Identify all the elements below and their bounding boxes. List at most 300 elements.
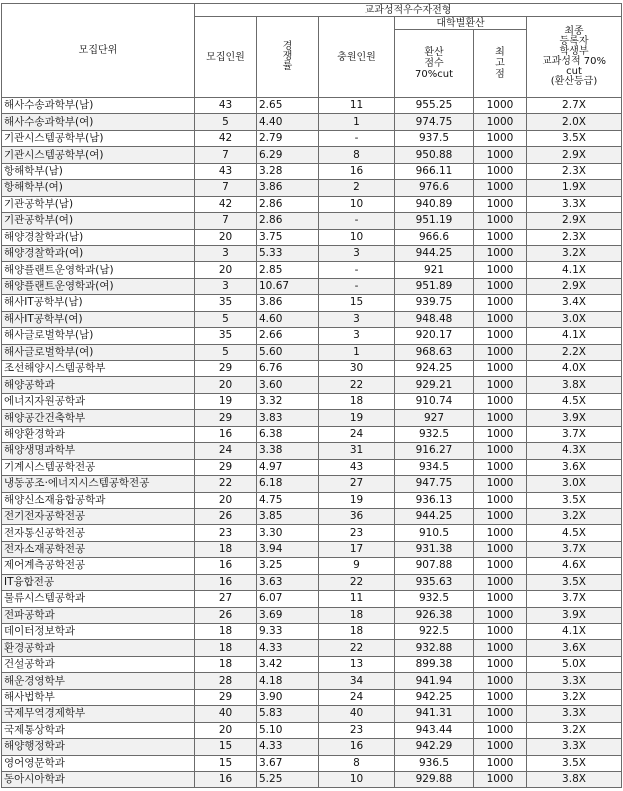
converted-cell: 929.21 xyxy=(395,377,474,393)
converted-cell: 948.48 xyxy=(395,311,474,327)
rate-cell: 2.85 xyxy=(257,262,319,278)
rate-cell: 3.69 xyxy=(257,607,319,623)
max-cell: 1000 xyxy=(474,689,527,705)
extra-cell: 18 xyxy=(319,624,395,640)
header-converted: 환산 점수 70%cut xyxy=(395,30,474,98)
converted-cell: 944.25 xyxy=(395,508,474,524)
table-row xyxy=(2,130,622,146)
recruit-cell: 20 xyxy=(195,492,257,508)
admission-results-table xyxy=(1,3,622,788)
converted-cell: 955.25 xyxy=(395,98,474,114)
max-cell: 1000 xyxy=(474,640,527,656)
converted-cell: 968.63 xyxy=(395,344,474,360)
converted-cell: 974.75 xyxy=(395,114,474,130)
extra-cell: 1 xyxy=(319,114,395,130)
recruit-cell: 15 xyxy=(195,755,257,771)
max-cell: 1000 xyxy=(474,328,527,344)
grade-cell: 4.1X xyxy=(527,624,622,640)
max-cell: 1000 xyxy=(474,656,527,672)
table-row xyxy=(2,328,622,344)
rate-cell: 3.86 xyxy=(257,295,319,311)
recruit-cell: 20 xyxy=(195,229,257,245)
header-convert-group: 대학별환산 xyxy=(395,17,527,30)
extra-cell: 27 xyxy=(319,476,395,492)
unit-cell: 해사IT공학부(남) xyxy=(2,295,195,311)
unit-cell: 해양플랜트운영학과(여) xyxy=(2,278,195,294)
rate-cell: 4.97 xyxy=(257,459,319,475)
header-rate: 경 쟁 률 xyxy=(257,17,319,98)
max-cell: 1000 xyxy=(474,410,527,426)
extra-cell: 13 xyxy=(319,656,395,672)
extra-cell: 18 xyxy=(319,607,395,623)
unit-cell: 전파공학과 xyxy=(2,607,195,623)
max-cell: 1000 xyxy=(474,344,527,360)
grade-cell: 5.0X xyxy=(527,656,622,672)
converted-cell: 899.38 xyxy=(395,656,474,672)
header-max: 최 고 점 xyxy=(474,30,527,98)
unit-cell: 전자소재공학전공 xyxy=(2,541,195,557)
unit-cell: 해사수송과학부(여) xyxy=(2,114,195,130)
table-row xyxy=(2,262,622,278)
grade-cell: 2.9X xyxy=(527,213,622,229)
recruit-cell: 7 xyxy=(195,180,257,196)
extra-cell: 8 xyxy=(319,147,395,163)
extra-cell: 1 xyxy=(319,344,395,360)
table-row xyxy=(2,163,622,179)
extra-cell: 2 xyxy=(319,180,395,196)
rate-cell: 5.33 xyxy=(257,245,319,261)
extra-cell: - xyxy=(319,130,395,146)
converted-cell: 943.44 xyxy=(395,722,474,738)
recruit-cell: 16 xyxy=(195,771,257,787)
grade-cell: 3.7X xyxy=(527,426,622,442)
converted-cell: 951.89 xyxy=(395,278,474,294)
recruit-cell: 15 xyxy=(195,739,257,755)
header-extra: 충원인원 xyxy=(319,17,395,98)
converted-cell: 951.19 xyxy=(395,213,474,229)
extra-cell: 9 xyxy=(319,558,395,574)
unit-cell: 기관시스템공학부(남) xyxy=(2,130,195,146)
rate-cell: 2.86 xyxy=(257,213,319,229)
grade-cell: 3.7X xyxy=(527,591,622,607)
recruit-cell: 43 xyxy=(195,163,257,179)
max-cell: 1000 xyxy=(474,706,527,722)
unit-cell: 조선해양시스템공학부 xyxy=(2,361,195,377)
rate-cell: 5.25 xyxy=(257,771,319,787)
rate-cell: 5.60 xyxy=(257,344,319,360)
max-cell: 1000 xyxy=(474,673,527,689)
grade-cell: 3.8X xyxy=(527,771,622,787)
rate-cell: 6.38 xyxy=(257,426,319,442)
recruit-cell: 26 xyxy=(195,508,257,524)
table-row xyxy=(2,476,622,492)
grade-cell: 3.5X xyxy=(527,574,622,590)
max-cell: 1000 xyxy=(474,755,527,771)
grade-cell: 3.2X xyxy=(527,722,622,738)
rate-cell: 6.76 xyxy=(257,361,319,377)
grade-cell: 3.3X xyxy=(527,706,622,722)
converted-cell: 936.5 xyxy=(395,755,474,771)
recruit-cell: 42 xyxy=(195,196,257,212)
extra-cell: 11 xyxy=(319,98,395,114)
grade-cell: 2.3X xyxy=(527,229,622,245)
rate-cell: 2.79 xyxy=(257,130,319,146)
rate-cell: 3.75 xyxy=(257,229,319,245)
extra-cell: 34 xyxy=(319,673,395,689)
recruit-cell: 24 xyxy=(195,443,257,459)
recruit-cell: 16 xyxy=(195,574,257,590)
max-cell: 1000 xyxy=(474,492,527,508)
grade-cell: 3.9X xyxy=(527,607,622,623)
unit-cell: 해양플랜트운영학과(남) xyxy=(2,262,195,278)
converted-cell: 916.27 xyxy=(395,443,474,459)
rate-cell: 3.32 xyxy=(257,393,319,409)
recruit-cell: 16 xyxy=(195,558,257,574)
converted-cell: 932.5 xyxy=(395,426,474,442)
converted-cell: 942.29 xyxy=(395,739,474,755)
converted-cell: 935.63 xyxy=(395,574,474,590)
extra-cell: 24 xyxy=(319,689,395,705)
max-cell: 1000 xyxy=(474,147,527,163)
extra-cell: 23 xyxy=(319,525,395,541)
recruit-cell: 20 xyxy=(195,262,257,278)
converted-cell: 932.5 xyxy=(395,591,474,607)
extra-cell: 11 xyxy=(319,591,395,607)
max-cell: 1000 xyxy=(474,558,527,574)
extra-cell: 10 xyxy=(319,229,395,245)
table-row xyxy=(2,311,622,327)
extra-cell: - xyxy=(319,262,395,278)
converted-cell: 939.75 xyxy=(395,295,474,311)
recruit-cell: 5 xyxy=(195,311,257,327)
max-cell: 1000 xyxy=(474,245,527,261)
unit-cell: 해사법학부 xyxy=(2,689,195,705)
grade-cell: 2.9X xyxy=(527,278,622,294)
max-cell: 1000 xyxy=(474,574,527,590)
table-row xyxy=(2,295,622,311)
table-row xyxy=(2,180,622,196)
grade-cell: 3.5X xyxy=(527,130,622,146)
table-row xyxy=(2,443,622,459)
rate-cell: 6.07 xyxy=(257,591,319,607)
unit-cell: 항해학부(남) xyxy=(2,163,195,179)
table-row xyxy=(2,98,622,114)
recruit-cell: 42 xyxy=(195,130,257,146)
converted-cell: 950.88 xyxy=(395,147,474,163)
table-row xyxy=(2,771,622,787)
extra-cell: 31 xyxy=(319,443,395,459)
table-row xyxy=(2,525,622,541)
extra-cell: 10 xyxy=(319,196,395,212)
table-row xyxy=(2,706,622,722)
rate-cell: 4.60 xyxy=(257,311,319,327)
table-row xyxy=(2,591,622,607)
converted-cell: 929.88 xyxy=(395,771,474,787)
rate-cell: 10.67 xyxy=(257,278,319,294)
table-row xyxy=(2,508,622,524)
unit-cell: 해사글로벌학부(남) xyxy=(2,328,195,344)
converted-cell: 920.17 xyxy=(395,328,474,344)
grade-cell: 3.7X xyxy=(527,541,622,557)
table-row xyxy=(2,656,622,672)
converted-cell: 910.74 xyxy=(395,393,474,409)
rate-cell: 3.86 xyxy=(257,180,319,196)
max-cell: 1000 xyxy=(474,476,527,492)
converted-cell: 940.89 xyxy=(395,196,474,212)
grade-cell: 4.5X xyxy=(527,393,622,409)
max-cell: 1000 xyxy=(474,229,527,245)
extra-cell: 22 xyxy=(319,640,395,656)
unit-cell: 기관공학부(남) xyxy=(2,196,195,212)
unit-cell: 전자통신공학전공 xyxy=(2,525,195,541)
header-recruit: 모집인원 xyxy=(195,17,257,98)
recruit-cell: 26 xyxy=(195,607,257,623)
extra-cell: 3 xyxy=(319,245,395,261)
recruit-cell: 43 xyxy=(195,98,257,114)
grade-cell: 2.3X xyxy=(527,163,622,179)
extra-cell: 36 xyxy=(319,508,395,524)
max-cell: 1000 xyxy=(474,525,527,541)
grade-cell: 3.9X xyxy=(527,410,622,426)
rate-cell: 3.94 xyxy=(257,541,319,557)
converted-cell: 937.5 xyxy=(395,130,474,146)
extra-cell: 16 xyxy=(319,163,395,179)
rate-cell: 6.18 xyxy=(257,476,319,492)
recruit-cell: 22 xyxy=(195,476,257,492)
extra-cell: 3 xyxy=(319,311,395,327)
converted-cell: 926.38 xyxy=(395,607,474,623)
recruit-cell: 18 xyxy=(195,656,257,672)
rate-cell: 3.67 xyxy=(257,755,319,771)
converted-cell: 910.5 xyxy=(395,525,474,541)
unit-cell: 전기전자공학전공 xyxy=(2,508,195,524)
extra-cell: 19 xyxy=(319,492,395,508)
grade-cell: 3.3X xyxy=(527,196,622,212)
unit-cell: 해운경영학부 xyxy=(2,673,195,689)
rate-cell: 4.33 xyxy=(257,739,319,755)
converted-cell: 941.31 xyxy=(395,706,474,722)
grade-cell: 4.1X xyxy=(527,328,622,344)
max-cell: 1000 xyxy=(474,196,527,212)
rate-cell: 3.63 xyxy=(257,574,319,590)
rate-cell: 4.33 xyxy=(257,640,319,656)
recruit-cell: 23 xyxy=(195,525,257,541)
table-row xyxy=(2,541,622,557)
table-row xyxy=(2,640,622,656)
table-row xyxy=(2,213,622,229)
converted-cell: 966.11 xyxy=(395,163,474,179)
rate-cell: 4.40 xyxy=(257,114,319,130)
converted-cell: 927 xyxy=(395,410,474,426)
table-row xyxy=(2,624,622,640)
rate-cell: 3.30 xyxy=(257,525,319,541)
converted-cell: 907.88 xyxy=(395,558,474,574)
max-cell: 1000 xyxy=(474,541,527,557)
rate-cell: 2.66 xyxy=(257,328,319,344)
extra-cell: 19 xyxy=(319,410,395,426)
max-cell: 1000 xyxy=(474,278,527,294)
extra-cell: 17 xyxy=(319,541,395,557)
grade-cell: 3.5X xyxy=(527,492,622,508)
grade-cell: 3.2X xyxy=(527,245,622,261)
grade-cell: 4.1X xyxy=(527,262,622,278)
table-row xyxy=(2,607,622,623)
unit-cell: 환경공학과 xyxy=(2,640,195,656)
recruit-cell: 29 xyxy=(195,459,257,475)
extra-cell: 8 xyxy=(319,755,395,771)
rate-cell: 5.10 xyxy=(257,722,319,738)
table-row xyxy=(2,196,622,212)
extra-cell: 18 xyxy=(319,393,395,409)
recruit-cell: 16 xyxy=(195,426,257,442)
unit-cell: 해사수송과학부(남) xyxy=(2,98,195,114)
max-cell: 1000 xyxy=(474,98,527,114)
grade-cell: 4.6X xyxy=(527,558,622,574)
extra-cell: - xyxy=(319,213,395,229)
max-cell: 1000 xyxy=(474,508,527,524)
grade-cell: 2.0X xyxy=(527,114,622,130)
max-cell: 1000 xyxy=(474,163,527,179)
grade-cell: 2.2X xyxy=(527,344,622,360)
max-cell: 1000 xyxy=(474,771,527,787)
rate-cell: 2.65 xyxy=(257,98,319,114)
table-row xyxy=(2,377,622,393)
grade-cell: 3.0X xyxy=(527,476,622,492)
unit-cell: 국제통상학과 xyxy=(2,722,195,738)
converted-cell: 932.88 xyxy=(395,640,474,656)
rate-cell: 3.83 xyxy=(257,410,319,426)
rate-cell: 3.28 xyxy=(257,163,319,179)
grade-cell: 3.2X xyxy=(527,508,622,524)
unit-cell: 에너지자원공학과 xyxy=(2,393,195,409)
rate-cell: 3.85 xyxy=(257,508,319,524)
converted-cell: 944.25 xyxy=(395,245,474,261)
table-row xyxy=(2,739,622,755)
rate-cell: 6.29 xyxy=(257,147,319,163)
unit-cell: 건설공학과 xyxy=(2,656,195,672)
grade-cell: 4.0X xyxy=(527,361,622,377)
recruit-cell: 28 xyxy=(195,673,257,689)
unit-cell: 냉동공조·에너지시스템공학전공 xyxy=(2,476,195,492)
converted-cell: 921 xyxy=(395,262,474,278)
table-row xyxy=(2,147,622,163)
unit-cell: 영어영문학과 xyxy=(2,755,195,771)
recruit-cell: 18 xyxy=(195,640,257,656)
extra-cell: 24 xyxy=(319,426,395,442)
recruit-cell: 18 xyxy=(195,624,257,640)
recruit-cell: 29 xyxy=(195,410,257,426)
extra-cell: 23 xyxy=(319,722,395,738)
converted-cell: 931.38 xyxy=(395,541,474,557)
max-cell: 1000 xyxy=(474,443,527,459)
max-cell: 1000 xyxy=(474,739,527,755)
table-row xyxy=(2,229,622,245)
unit-cell: 해양공간건축학부 xyxy=(2,410,195,426)
max-cell: 1000 xyxy=(474,262,527,278)
converted-cell: 942.25 xyxy=(395,689,474,705)
max-cell: 1000 xyxy=(474,114,527,130)
extra-cell: 40 xyxy=(319,706,395,722)
recruit-cell: 3 xyxy=(195,245,257,261)
rate-cell: 3.25 xyxy=(257,558,319,574)
extra-cell: 16 xyxy=(319,739,395,755)
unit-cell: 해사IT공학부(여) xyxy=(2,311,195,327)
grade-cell: 3.8X xyxy=(527,377,622,393)
max-cell: 1000 xyxy=(474,393,527,409)
grade-cell: 3.5X xyxy=(527,755,622,771)
max-cell: 1000 xyxy=(474,426,527,442)
recruit-cell: 5 xyxy=(195,114,257,130)
grade-cell: 3.2X xyxy=(527,689,622,705)
extra-cell: 30 xyxy=(319,361,395,377)
unit-cell: 해양환경학과 xyxy=(2,426,195,442)
table-row xyxy=(2,755,622,771)
table-row xyxy=(2,722,622,738)
grade-cell: 3.6X xyxy=(527,459,622,475)
rate-cell: 3.90 xyxy=(257,689,319,705)
table-row xyxy=(2,558,622,574)
max-cell: 1000 xyxy=(474,722,527,738)
max-cell: 1000 xyxy=(474,311,527,327)
grade-cell: 2.9X xyxy=(527,147,622,163)
unit-cell: 제어계측공학전공 xyxy=(2,558,195,574)
table-row xyxy=(2,426,622,442)
table-row xyxy=(2,278,622,294)
unit-cell: 해양행정학과 xyxy=(2,739,195,755)
table-row xyxy=(2,245,622,261)
recruit-cell: 20 xyxy=(195,377,257,393)
table-row xyxy=(2,114,622,130)
header-final: 최종 등록자 학생부 교과성적 70% cut (환산등급) xyxy=(527,17,622,98)
converted-cell: 936.13 xyxy=(395,492,474,508)
table-row xyxy=(2,673,622,689)
recruit-cell: 5 xyxy=(195,344,257,360)
recruit-cell: 3 xyxy=(195,278,257,294)
grade-cell: 3.4X xyxy=(527,295,622,311)
rate-cell: 3.42 xyxy=(257,656,319,672)
rate-cell: 3.60 xyxy=(257,377,319,393)
converted-cell: 934.5 xyxy=(395,459,474,475)
grade-cell: 1.9X xyxy=(527,180,622,196)
rate-cell: 2.86 xyxy=(257,196,319,212)
recruit-cell: 27 xyxy=(195,591,257,607)
extra-cell: - xyxy=(319,278,395,294)
grade-cell: 4.5X xyxy=(527,525,622,541)
table-row xyxy=(2,393,622,409)
max-cell: 1000 xyxy=(474,180,527,196)
max-cell: 1000 xyxy=(474,591,527,607)
unit-cell: 해양생명과학부 xyxy=(2,443,195,459)
header-group: 교과성적우수자전형 xyxy=(195,4,622,17)
converted-cell: 922.5 xyxy=(395,624,474,640)
max-cell: 1000 xyxy=(474,213,527,229)
unit-cell: 동아시아학과 xyxy=(2,771,195,787)
converted-cell: 941.94 xyxy=(395,673,474,689)
grade-cell: 4.3X xyxy=(527,443,622,459)
unit-cell: 해양경찰학과(여) xyxy=(2,245,195,261)
extra-cell: 15 xyxy=(319,295,395,311)
max-cell: 1000 xyxy=(474,377,527,393)
max-cell: 1000 xyxy=(474,624,527,640)
max-cell: 1000 xyxy=(474,361,527,377)
max-cell: 1000 xyxy=(474,459,527,475)
recruit-cell: 35 xyxy=(195,295,257,311)
max-cell: 1000 xyxy=(474,607,527,623)
table-row xyxy=(2,459,622,475)
unit-cell: 항해학부(여) xyxy=(2,180,195,196)
recruit-cell: 20 xyxy=(195,722,257,738)
recruit-cell: 18 xyxy=(195,541,257,557)
